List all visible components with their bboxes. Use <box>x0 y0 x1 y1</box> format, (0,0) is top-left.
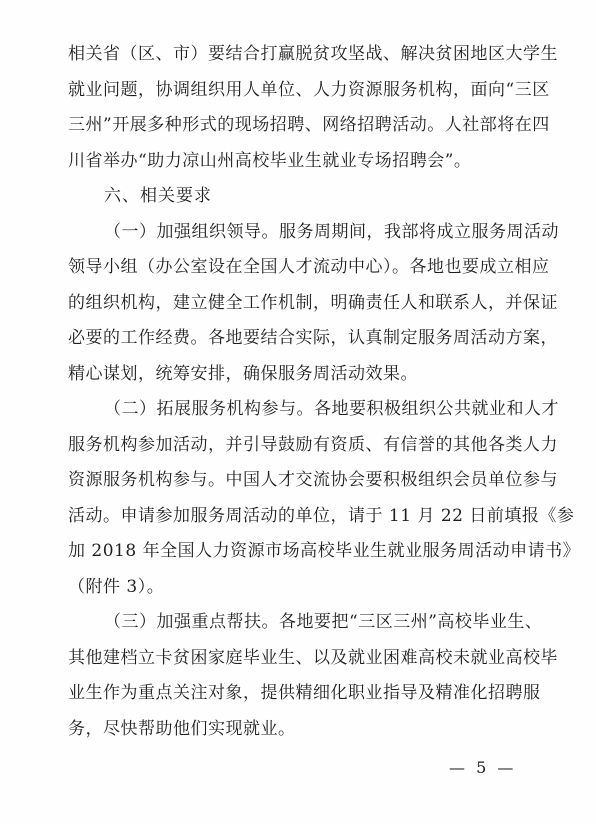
text-line-14: 活动。申请参加服务周活动的单位，请于 11 月 22 日前填报《参 <box>68 505 575 526</box>
text-line-7: 领导小组（办公室设在全国人才流动中心）。各地也要成立相应 <box>68 257 550 277</box>
text-line-12: 服务机构参加活动，并引导鼓励有资质、有信誉的其他各类人力 <box>68 434 558 455</box>
text-line-9: 必要的工作经费。各地要结合实际，认真制定服务周活动方案， <box>68 328 558 348</box>
text-line-2: 就业问题，协调组织用人单位、人力资源服务机构，面向“三区 <box>68 79 550 100</box>
text-line-10: 精心谋划，统筹安排，确保服务周活动效果。 <box>68 363 418 384</box>
text-line-8: 的组织机构，建立健全工作机制，明确责任人和联系人，并保证 <box>68 292 558 313</box>
text-line-4: 川省举办“助力凉山州高校毕业生就业专场招聘会”。 <box>68 150 472 171</box>
text-line-1: 相关省（区、市）要结合打赢脱贫攻坚战、解决贫困地区大学生 <box>68 44 558 64</box>
page-number: — 5 — <box>449 758 517 777</box>
text-line-11: （二）拓展服务机构参与。各地要积极组织公共就业和人才 <box>104 399 559 419</box>
text-line-3: 三州”开展多种形式的现场招聘、网络招聘活动。人社部将在四 <box>68 115 550 135</box>
text-line-18: 其他建档立卡贫困家庭毕业生、以及就业困难高校未就业高校毕 <box>68 647 558 668</box>
text-line-20: 务，尽快帮助他们实现就业。 <box>68 718 296 739</box>
text-line-16: （附件 3）。 <box>68 576 165 597</box>
text-line-17: （三）加强重点帮扶。各地要把“三区三州”高校毕业生、 <box>104 612 543 632</box>
text-line-15: 加 2018 年全国人力资源市场高校毕业生就业服务周活动申请书》 <box>68 541 581 561</box>
text-line-19: 业生作为重点关注对象，提供精细化职业指导及精准化招聘服 <box>68 683 541 703</box>
text-line-13: 资源服务机构参与。中国人才交流协会要积极组织会员单位参与 <box>68 470 558 490</box>
text-line-6: （一）加强组织领导。服务周期间，我部将成立服务周活动 <box>104 221 559 242</box>
section-heading: 六、相关要求 <box>104 186 212 206</box>
